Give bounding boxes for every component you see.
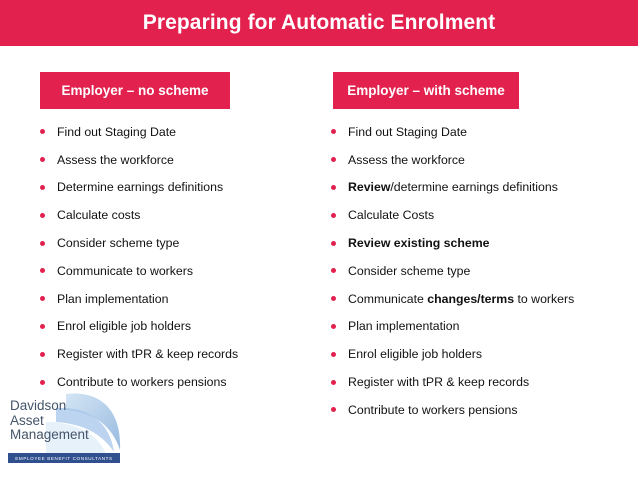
bullet-dot-icon <box>331 129 336 134</box>
bullet-item <box>40 146 238 174</box>
bullet-text-segment: Contribute to workers pensions <box>348 402 518 417</box>
bullet-dot-icon <box>40 185 45 190</box>
bullet-text-segment: /determine earnings definitions <box>390 180 558 195</box>
bullet-dot-icon <box>40 352 45 357</box>
bullet-dot-icon <box>331 241 336 246</box>
logo-line: Davidson <box>10 398 67 413</box>
bullet-item <box>331 118 574 146</box>
bullet-text-segment: Register with tPR & keep records <box>57 347 239 362</box>
bullet-dot-icon <box>40 129 45 134</box>
bullet-item <box>40 229 238 257</box>
bullet-dot-icon <box>40 157 45 162</box>
bullet-text-segment: Find out Staging Date <box>348 124 467 139</box>
bullet-text <box>57 153 174 167</box>
bullet-text <box>348 347 482 361</box>
bullet-text <box>348 292 574 306</box>
bullet-item <box>40 313 238 341</box>
bullet-text-segment: Assess the workforce <box>348 152 465 167</box>
bullet-text <box>348 264 470 278</box>
bullet-text <box>57 125 176 139</box>
bullet-text <box>348 208 434 222</box>
bullet-dot-icon <box>331 407 336 412</box>
bullet-text-bold: Review existing scheme <box>348 236 490 251</box>
bullet-list-no-scheme <box>40 118 238 396</box>
bullet-text-segment: Communicate <box>348 291 428 306</box>
bullet-item <box>331 201 574 229</box>
bullet-text <box>348 403 518 417</box>
column-header-with-scheme: Employer – with scheme <box>333 72 519 109</box>
bullet-dot-icon <box>331 185 336 190</box>
bullet-text-segment: Find out Staging Date <box>57 124 176 139</box>
bullet-item <box>40 201 238 229</box>
bullet-item <box>40 285 238 313</box>
bullet-text <box>57 264 193 278</box>
bullet-text-segment: Plan implementation <box>348 319 460 334</box>
bullet-dot-icon <box>40 268 45 273</box>
bullet-item <box>331 174 574 202</box>
bullet-item <box>331 340 574 368</box>
bullet-item <box>331 368 574 396</box>
bullet-item <box>331 285 574 313</box>
bullet-list-with-scheme <box>331 118 574 424</box>
bullet-text <box>348 125 467 139</box>
logo-line: Management <box>10 427 89 442</box>
bullet-text-segment: to workers <box>514 291 575 306</box>
bullet-text-segment: Enrol eligible job holders <box>348 347 482 362</box>
bullet-text <box>57 208 140 222</box>
bullet-text <box>57 375 227 389</box>
bullet-dot-icon <box>40 241 45 246</box>
bullet-dot-icon <box>40 213 45 218</box>
bullet-text-segment: Plan implementation <box>57 291 169 306</box>
bullet-item <box>331 257 574 285</box>
bullet-text-segment: Communicate to workers <box>57 263 193 278</box>
bullet-text <box>348 153 465 167</box>
bullet-item <box>40 257 238 285</box>
logo-tagline: EMPLOYEE BENEFIT CONSULTANTS <box>8 453 120 463</box>
bullet-text <box>348 236 489 250</box>
bullet-dot-icon <box>40 296 45 301</box>
bullet-text-segment: Assess the workforce <box>57 152 174 167</box>
bullet-text-segment: Determine earnings definitions <box>57 180 224 195</box>
bullet-text-bold: changes/terms <box>427 291 515 306</box>
bullet-text <box>57 236 179 250</box>
bullet-dot-icon <box>331 268 336 273</box>
bullet-text <box>348 319 459 333</box>
bullet-text-bold: Review <box>348 180 391 195</box>
bullet-item <box>331 396 574 424</box>
bullet-text <box>57 347 238 361</box>
bullet-text-segment: Calculate Costs <box>348 208 435 223</box>
bullet-dot-icon <box>40 380 45 385</box>
bullet-item <box>40 174 238 202</box>
company-logo <box>6 392 124 472</box>
bullet-text-segment: Enrol eligible job holders <box>57 319 191 334</box>
bullet-item <box>331 146 574 174</box>
bullet-dot-icon <box>331 380 336 385</box>
bullet-dot-icon <box>331 352 336 357</box>
bullet-text-segment: Contribute to workers pensions <box>57 375 227 390</box>
logo-line: Asset <box>10 412 44 428</box>
bullet-text <box>348 375 529 389</box>
bullet-text-segment: Register with tPR & keep records <box>348 375 530 390</box>
bullet-text <box>57 292 168 306</box>
bullet-item <box>40 118 238 146</box>
bullet-dot-icon <box>331 213 336 218</box>
column-header-no-scheme: Employer – no scheme <box>40 72 230 109</box>
bullet-dot-icon <box>331 324 336 329</box>
bullet-text <box>348 180 558 194</box>
bullet-dot-icon <box>40 324 45 329</box>
page-title: Preparing for Automatic Enrolment <box>142 11 496 34</box>
bullet-text <box>57 319 191 333</box>
bullet-text <box>57 180 223 194</box>
bullet-item <box>331 229 574 257</box>
logo-text <box>10 399 89 443</box>
bullet-text-segment: Calculate costs <box>57 208 141 223</box>
bullet-text-segment: Consider scheme type <box>348 263 471 278</box>
bullet-item <box>331 313 574 341</box>
bullet-dot-icon <box>331 296 336 301</box>
title-bar <box>0 0 638 46</box>
bullet-item <box>40 340 238 368</box>
bullet-dot-icon <box>331 157 336 162</box>
bullet-text-segment: Consider scheme type <box>57 236 180 251</box>
